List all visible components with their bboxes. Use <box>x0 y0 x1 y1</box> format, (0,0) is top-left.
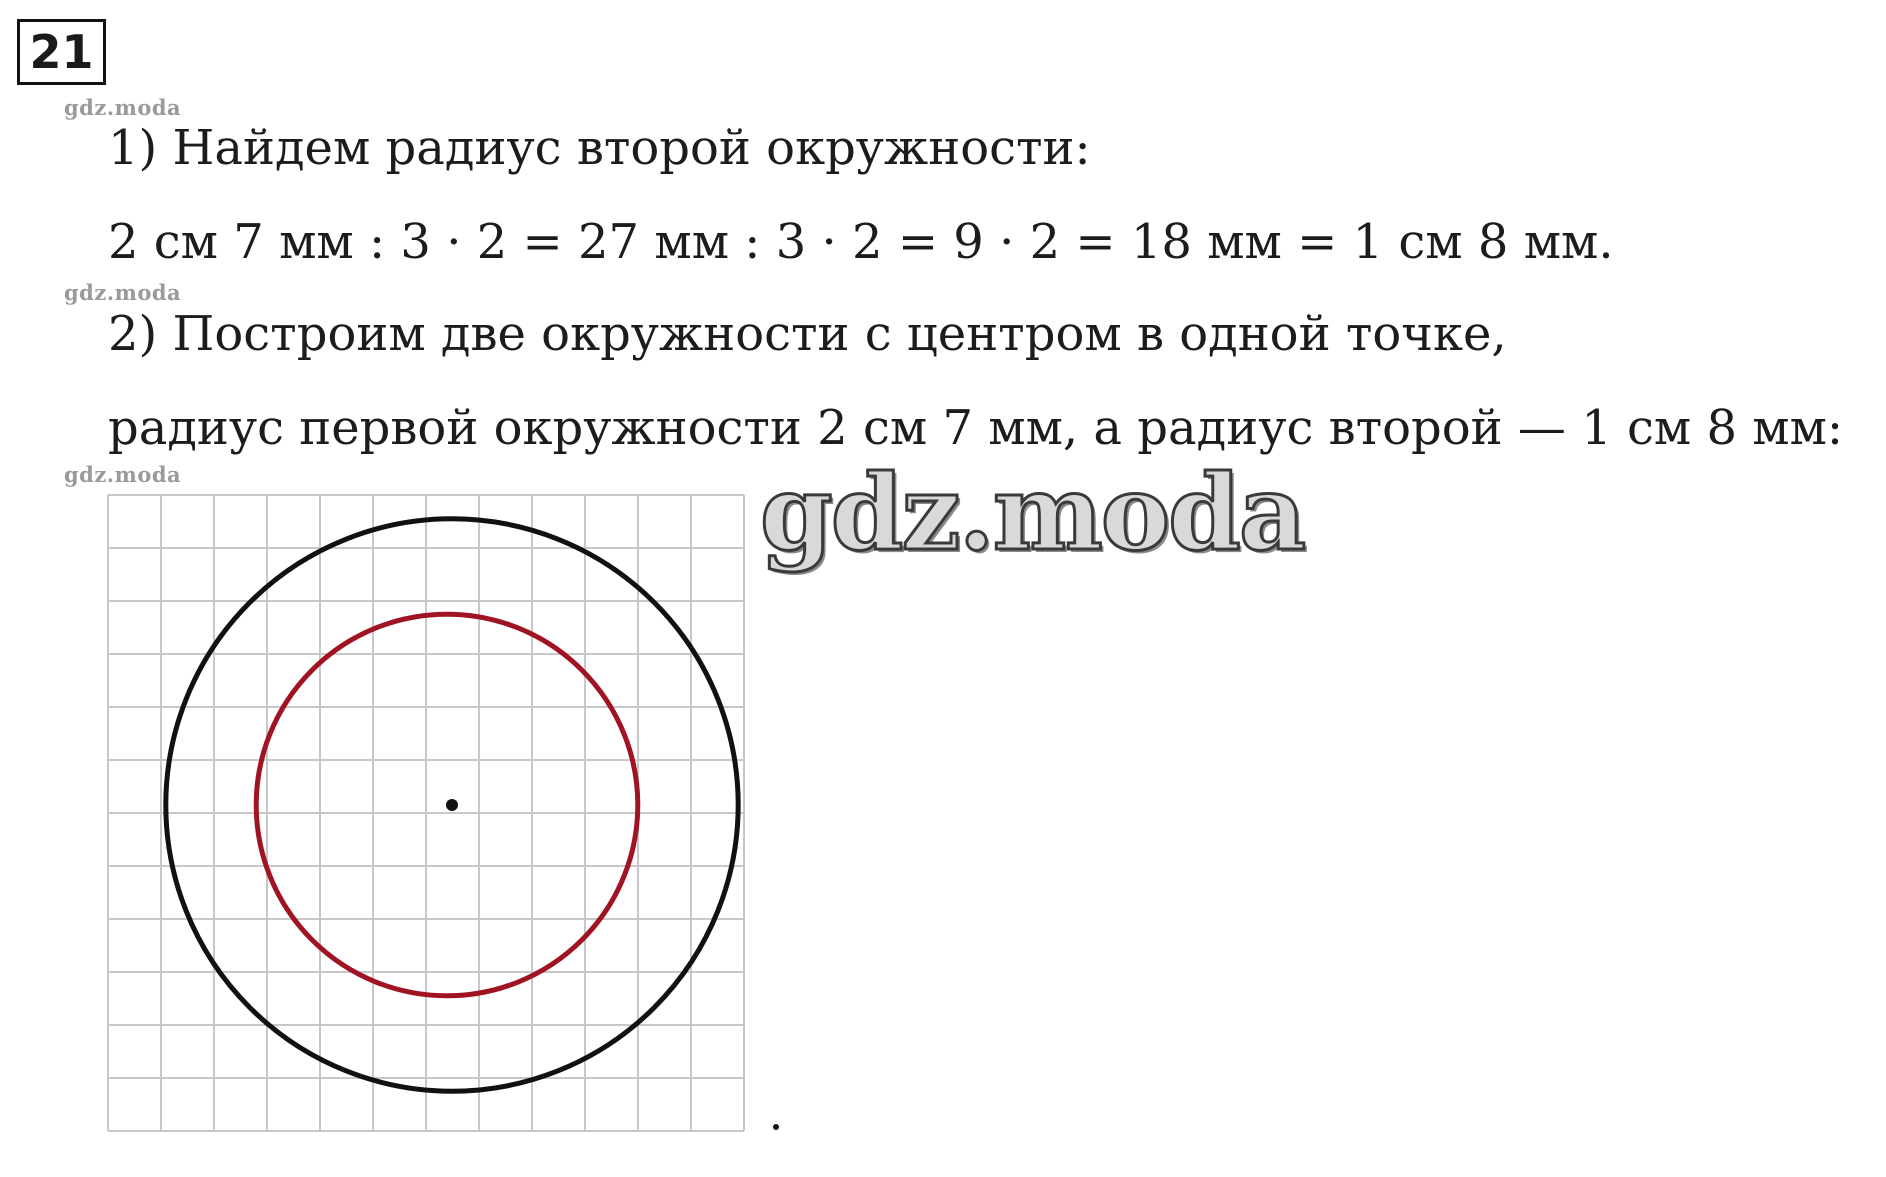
center-point <box>446 799 458 811</box>
watermark-large: gdz.moda <box>760 451 1305 574</box>
step2-text: радиус первой окружности 2 см 7 мм, а радиус второй — 1 см 8 мм: <box>108 400 1844 456</box>
step1-title: 1) Найдем радиус второй окружности: <box>108 120 1091 176</box>
watermark-small: gdz.moda <box>64 462 182 487</box>
watermark-small: gdz.moda <box>64 95 182 120</box>
task-number-badge: 21 <box>17 19 106 85</box>
step2-title: 2) Построим две окружности с центром в одной точке, <box>108 306 1507 362</box>
watermark-small: gdz.moda <box>64 280 182 305</box>
step1-calculation: 2 см 7 мм : 3 · 2 = 27 мм : 3 · 2 = 9 · 2 = 18 мм = 1 см 8 мм. <box>108 214 1614 270</box>
grid-paper <box>108 495 744 1131</box>
grid-end-dot <box>773 1124 779 1130</box>
